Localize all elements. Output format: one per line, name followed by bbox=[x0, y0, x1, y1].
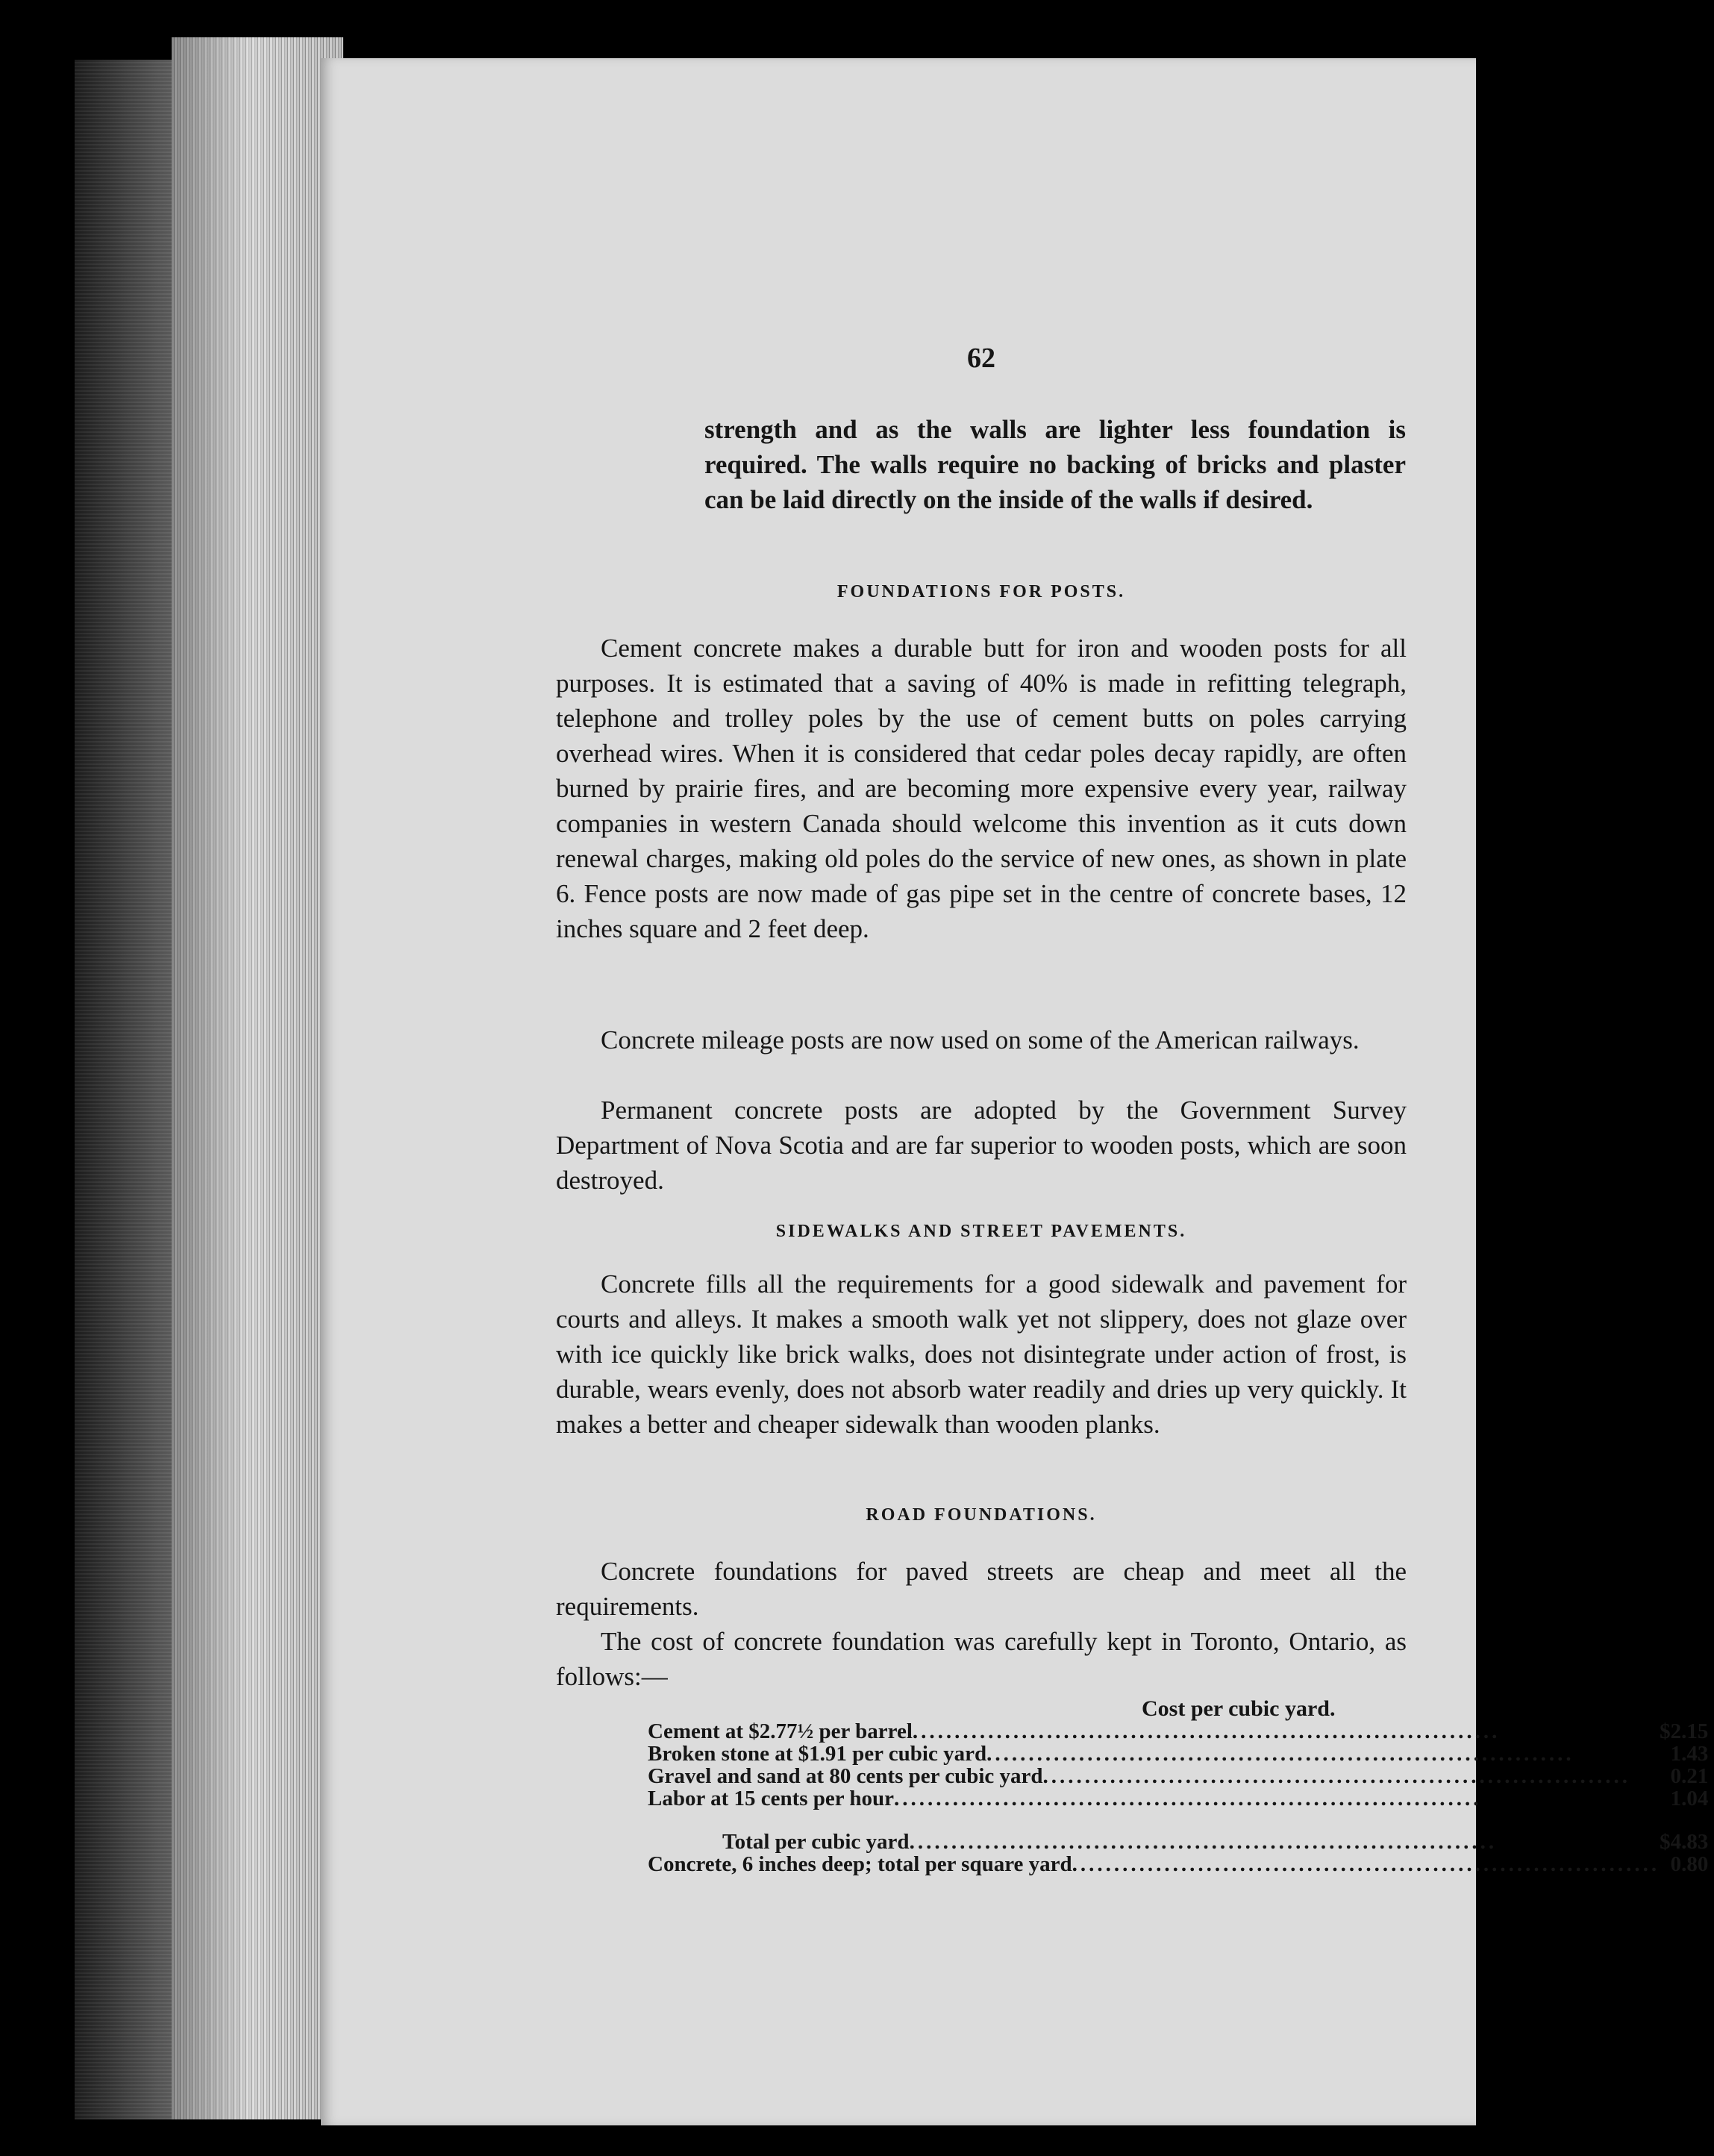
cost-table bbox=[648, 1720, 1714, 1875]
paragraph-road-foundations-text: Concrete foundations for paved streets are cheap and meet all the requirements. bbox=[556, 1557, 1407, 1621]
table-spacer-row bbox=[648, 1810, 1714, 1831]
cost-item-label: Labor at 15 cents per hour bbox=[648, 1787, 895, 1810]
cost-amount: 1.43 bbox=[1670, 1742, 1709, 1766]
table-row bbox=[648, 1765, 1714, 1787]
heading-sidewalks: SIDEWALKS AND STREET PAVEMENTS. bbox=[775, 1222, 1187, 1241]
dot-leader: ...................................................................... bbox=[986, 1742, 1574, 1766]
cost-item-cell bbox=[648, 1743, 1660, 1765]
paragraph-sidewalks-text: Concrete fills all the requirements for a good sidewalk and pavement for courts and alleys. It makes a smooth walk yet not slippery, does not glaze over with ice quickly like brick walks, does not disintegrate under action of frost, is durable, wears evenly, does not absorb water readily and dries up very quickly. It makes a better and cheaper sidewalk than wooden planks. bbox=[556, 1269, 1407, 1439]
table-spacer-cell bbox=[648, 1810, 1714, 1831]
cost-amount: 0.21 bbox=[1670, 1764, 1709, 1788]
table-row bbox=[648, 1720, 1714, 1743]
page-number: 62 bbox=[967, 343, 995, 374]
paragraph-toronto-cost bbox=[556, 1624, 1407, 1694]
cost-item-label: Broken stone at $1.91 per cubic yard bbox=[648, 1742, 987, 1766]
paragraph-survey-posts bbox=[556, 1093, 1407, 1198]
cost-item-cell bbox=[648, 1831, 1660, 1853]
paragraph-walls-text: strength and as the walls are lighter less foundation is required. The walls require no backing of bricks and plaster can be laid directly on the inside of the walls if desired. bbox=[704, 415, 1406, 514]
paragraph-cement-butts-text: Cement concrete makes a durable butt for iron and wooden posts for all purposes. It is estimated that a saving of 40% is made in refitting telegraph, telephone and trolley poles by the use of cement butts on poles carrying overhead wires. When it is considered that cedar poles decay rapidly, are often burned by prairie fires, and are becoming more expensive every year, railway companies in western Canada should welcome this invention as it cuts down renewal charges, making old poles do the service of new ones, as shown in plate 6. Fence posts are now made of gas pipe set in the centre of concrete bases, 12 inches square and 2 feet deep. bbox=[556, 634, 1407, 943]
cost-per-square-amount: 0.80 bbox=[1670, 1852, 1709, 1876]
table-row bbox=[648, 1743, 1714, 1765]
heading-road-foundations: ROAD FOUNDATIONS. bbox=[866, 1505, 1097, 1525]
cost-item-label: Gravel and sand at 80 cents per cubic yard bbox=[648, 1764, 1043, 1788]
cost-total-label: Total per cubic yard bbox=[722, 1830, 910, 1854]
cost-item-cell bbox=[648, 1787, 1660, 1810]
paragraph-sidewalks bbox=[556, 1266, 1407, 1442]
dot-leader: ...................................................................... bbox=[1042, 1764, 1631, 1788]
paragraph-mileage-posts bbox=[556, 1022, 1407, 1057]
table-row-per-square bbox=[648, 1853, 1714, 1875]
cost-item-cell bbox=[648, 1765, 1660, 1787]
paragraph-road-foundations bbox=[556, 1554, 1407, 1624]
cost-table-header: Cost per cubic yard. bbox=[1142, 1696, 1336, 1721]
cost-per-square-label: Concrete, 6 inches deep; total per square yard bbox=[648, 1852, 1072, 1876]
cost-amount: 1.04 bbox=[1670, 1787, 1709, 1810]
cost-item-label: Cement at $2.77½ per barrel bbox=[648, 1719, 913, 1743]
cost-amount: $2.15 bbox=[1660, 1719, 1709, 1743]
table-row-total bbox=[648, 1831, 1714, 1853]
cost-total-amount: $4.83 bbox=[1660, 1830, 1709, 1854]
paragraph-survey-posts-text: Permanent concrete posts are adopted by the Government Survey Department of Nova Scotia and are far superior to wooden posts, which are soon destroyed. bbox=[556, 1096, 1407, 1195]
dot-leader: ...................................................................... bbox=[912, 1719, 1501, 1743]
heading-foundations-for-posts: FOUNDATIONS FOR POSTS. bbox=[836, 582, 1126, 602]
cost-item-cell bbox=[648, 1853, 1660, 1875]
paragraph-cement-butts bbox=[556, 631, 1407, 946]
dot-leader: ...................................................................... bbox=[1072, 1852, 1660, 1876]
paragraph-mileage-posts-text: Concrete mileage posts are now used on some of the American railways. bbox=[601, 1025, 1360, 1054]
paragraph-walls bbox=[704, 412, 1406, 517]
table-row bbox=[648, 1787, 1714, 1810]
paragraph-toronto-cost-text: The cost of concrete foundation was carefully kept in Toronto, Ontario, as follows:— bbox=[556, 1627, 1407, 1691]
cost-item-cell bbox=[648, 1720, 1660, 1743]
dot-leader: ...................................................................... bbox=[894, 1787, 1482, 1810]
page-stack-shadow bbox=[172, 37, 343, 2119]
dot-leader: ...................................................................... bbox=[909, 1830, 1498, 1854]
